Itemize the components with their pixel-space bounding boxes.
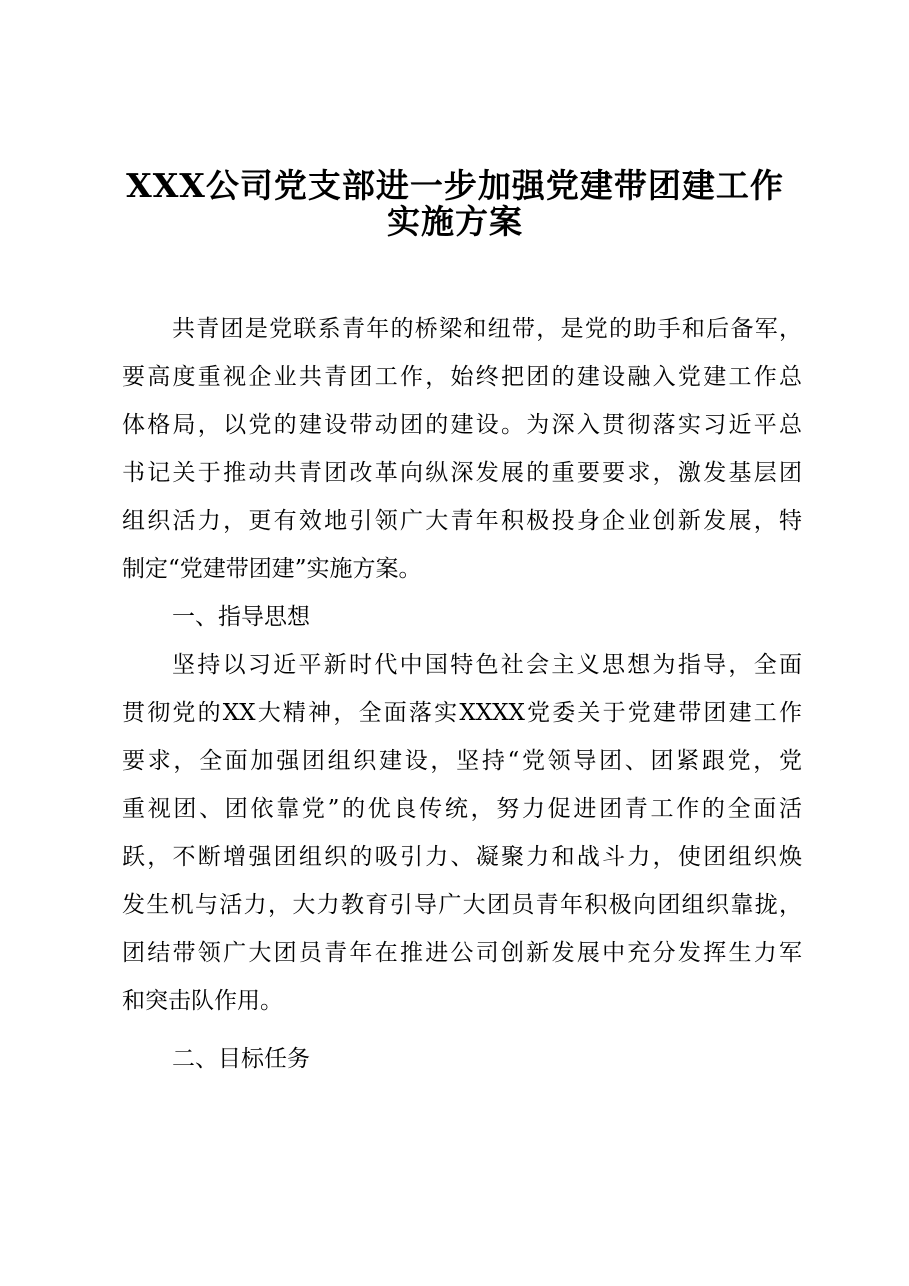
guiding-ideology-line: 跃，不断增强团组织的吸引力、凝聚力和战斗力，使团组织焕 <box>122 844 802 870</box>
intro-line: 组织活力，更有效地引领广大青年积极投身企业创新发展，特 <box>122 508 802 534</box>
document-body <box>122 305 802 1083</box>
guiding-ideology-line: 重视团、团依靠党”的优良传统，努力促进团青工作的全面活 <box>122 796 802 822</box>
section-heading-guiding-ideology: 一、指导思想 <box>172 604 310 630</box>
guiding-ideology-line: 和突击队作用。 <box>122 988 283 1014</box>
intro-line: 要高度重视企业共青团工作，始终把团的建设融入党建工作总 <box>122 364 802 390</box>
guiding-ideology-line: 要求，全面加强团组织建设，坚持“党领导团、团紧跟党，党 <box>122 748 802 774</box>
guiding-ideology-line: 坚持以习近平新时代中国特色社会主义思想为指导，全面 <box>172 652 802 678</box>
guiding-ideology-line: 团结带领广大团员青年在推进公司创新发展中充分发挥生力军 <box>122 940 802 966</box>
guiding-ideology-line: 发生机与活力，大力教育引导广大团员青年积极向团组织靠拢， <box>122 892 802 918</box>
intro-paragraph <box>122 305 802 593</box>
intro-line: 体格局，以党的建设带动团的建设。为深入贯彻落实习近平总 <box>122 412 802 438</box>
document-title-line-2: 实施方案 <box>387 202 523 241</box>
intro-line: 书记关于推动共青团改革向纵深发展的重要要求，激发基层团 <box>122 460 802 486</box>
guiding-ideology-paragraph <box>122 641 802 1025</box>
intro-line: 制定“党建带团建”实施方案。 <box>122 556 422 582</box>
guiding-ideology-line: 贯彻党的XX大精神，全面落实XXXX党委关于党建带团建工作 <box>122 700 802 726</box>
document-title-line-1: XXX公司党支部进一步加强党建带团建工作 <box>126 166 784 205</box>
intro-line: 共青团是党联系青年的桥梁和纽带，是党的助手和后备军， <box>172 316 802 342</box>
section-heading-goals-tasks: 二、目标任务 <box>172 1046 310 1072</box>
